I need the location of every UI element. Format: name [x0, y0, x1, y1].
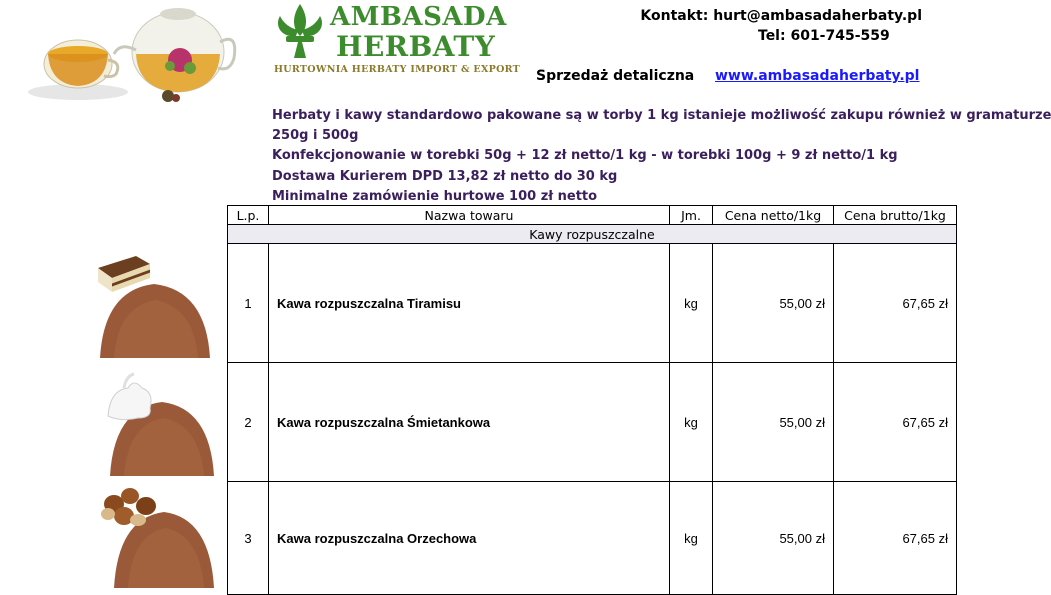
- price-table: [227, 205, 957, 595]
- info-block: [272, 106, 1051, 207]
- hazelnuts-image: [94, 480, 214, 588]
- product-name: Kawa rozpuszczalna Tiramisu: [269, 244, 670, 362]
- net-price: 55,00 zł: [713, 244, 834, 362]
- table-header-row: [227, 205, 957, 225]
- retail-label: Sprzedaż detaliczna: [536, 68, 695, 84]
- section-title: Kawy rozpuszczalne: [529, 226, 655, 242]
- info-line: Minimalne zamówienie hurtowe 100 zł netto: [272, 188, 598, 204]
- contact-phone: Tel: 601-745-559: [758, 28, 890, 44]
- net-price: 55,00 zł: [713, 363, 834, 481]
- table-row: [227, 363, 957, 482]
- product-name: Kawa rozpuszczalna Śmietankowa: [269, 363, 670, 481]
- company-logo: [270, 0, 521, 80]
- column-header-lp: L.p.: [227, 206, 269, 224]
- logo-tagline: HURTOWNIA HERBATY IMPORT & EXPORT: [274, 64, 521, 75]
- row-number: 2: [227, 363, 269, 481]
- tea-cups-image: [20, 2, 240, 104]
- product-name: Kawa rozpuszczalna Orzechowa: [269, 482, 670, 594]
- column-header-net-price: Cena netto/1kg: [713, 206, 834, 224]
- section-header: [227, 225, 957, 244]
- gross-price: 67,65 zł: [834, 244, 957, 362]
- net-price: 55,00 zł: [713, 482, 834, 594]
- product-unit: kg: [670, 482, 713, 594]
- fleur-de-lis-icon: [270, 2, 330, 60]
- gross-price: 67,65 zł: [834, 363, 957, 481]
- tiramisu-image: [94, 250, 214, 358]
- product-unit: kg: [670, 363, 713, 481]
- row-number: 1: [227, 244, 269, 362]
- table-row: [227, 482, 957, 595]
- column-header-name: Nazwa towaru: [269, 206, 670, 224]
- info-line: 250g i 500g: [272, 128, 359, 144]
- gross-price: 67,65 zł: [834, 482, 957, 594]
- row-number: 3: [227, 482, 269, 594]
- contact-email: Kontakt: hurt@ambasadaherbaty.pl: [640, 8, 922, 24]
- website-link[interactable]: www.ambasadaherbaty.pl: [715, 68, 920, 84]
- column-header-unit: Jm.: [670, 206, 713, 224]
- table-row: [227, 244, 957, 363]
- logo-title-line2: HERBATY: [336, 30, 496, 63]
- logo-title-line1: AMBASADA: [330, 2, 507, 32]
- info-line: Dostawa Kurierem DPD 13,82 zł netto do 30 kg: [272, 168, 618, 184]
- whipped-cream-image: [94, 368, 214, 476]
- info-line: Konfekcjonowanie w torebki 50g + 12 zł netto/1 kg - w torebki 100g + 9 zł netto/1 kg: [272, 148, 898, 164]
- product-unit: kg: [670, 244, 713, 362]
- column-header-gross-price: Cena brutto/1kg: [834, 206, 957, 224]
- info-line: Herbaty i kawy standardowo pakowane są w torby 1 kg istanieje możliwość zakupu również w gramaturze: [272, 108, 1051, 123]
